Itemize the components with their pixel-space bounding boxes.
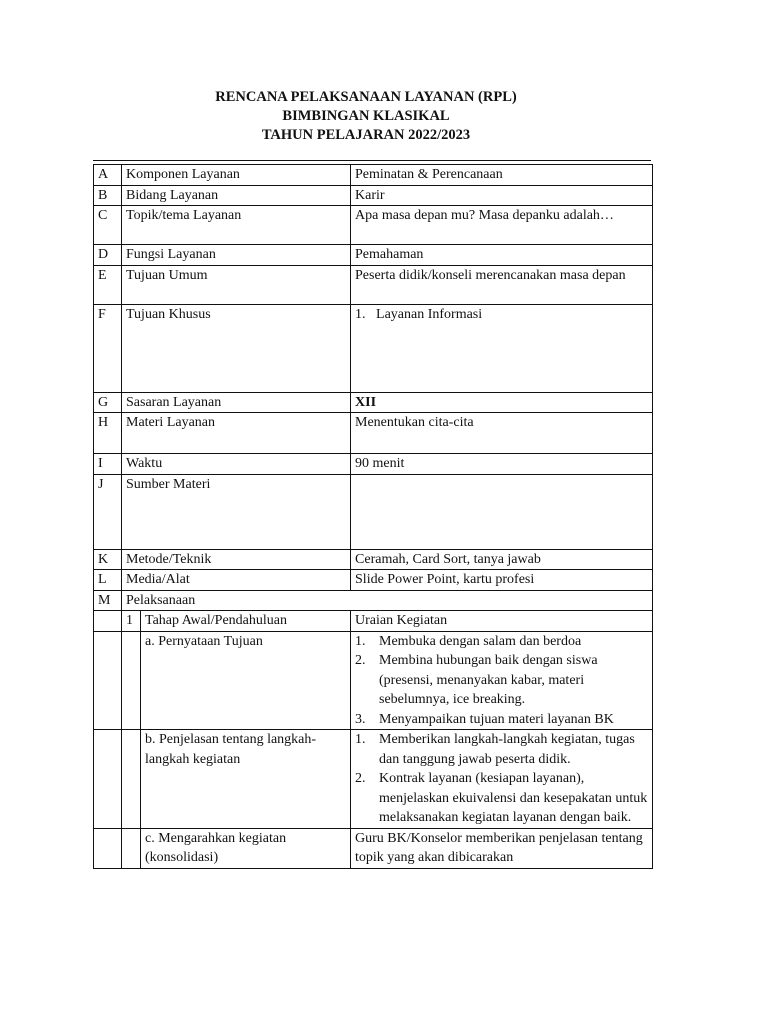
stage-label: Tahap Awal/Pendahuluan	[141, 611, 351, 632]
table-row	[94, 474, 653, 549]
row-value: Karir	[351, 185, 653, 206]
stage-number: 1	[122, 611, 141, 632]
blank-cell	[94, 828, 122, 868]
row-label: Waktu	[122, 454, 351, 475]
row-code: M	[94, 590, 122, 611]
title-line-1: RENCANA PELAKSANAAN LAYANAN (RPL)	[215, 89, 517, 105]
list-item	[355, 730, 648, 769]
blank-cell	[94, 631, 122, 730]
row-label: Tujuan Umum	[122, 265, 351, 304]
row-code: E	[94, 265, 122, 304]
list-text: Membina hubungan baik dengan siswa (presensi, menanyakan kabar, materi sebelumnya, ice breaking.	[379, 653, 598, 707]
step-label: c. Mengarahkan kegiatan (konsolidasi)	[141, 828, 351, 868]
blank-cell	[122, 828, 141, 868]
list-number: 1.	[355, 732, 366, 747]
row-label: Sumber Materi	[122, 474, 351, 549]
table-row	[94, 206, 653, 245]
row-code: H	[94, 413, 122, 454]
row-label: Bidang Layanan	[122, 185, 351, 206]
list-text: Membuka dengan salam dan berdoa	[379, 633, 582, 649]
row-code: L	[94, 570, 122, 591]
step-label: a. Pernyataan Tujuan	[141, 631, 351, 730]
step-row	[94, 730, 653, 829]
table-row	[94, 304, 653, 392]
step-activities	[351, 730, 653, 829]
row-label: Metode/Teknik	[122, 549, 351, 570]
row-label: Sasaran Layanan	[122, 392, 351, 413]
list-number: 1.	[355, 306, 366, 322]
row-label: Media/Alat	[122, 570, 351, 591]
step-label: b. Penjelasan tentang langkah-langkah kegiatan	[141, 730, 351, 829]
heading-divider	[93, 160, 651, 161]
row-code: K	[94, 549, 122, 570]
table-row	[94, 185, 653, 206]
list-text: Kontrak layanan (kesiapan layanan), menjelaskan ekuivalensi dan kesepakatan untuk melaksanakan kegiatan layanan dengan baik.	[379, 771, 648, 825]
list-number: 3.	[355, 711, 366, 727]
blank-cell	[94, 611, 122, 632]
table-row	[94, 570, 653, 591]
row-code: I	[94, 454, 122, 475]
list-text: Memberikan langkah-langkah kegiatan, tugas dan tanggung jawab peserta didik.	[379, 732, 635, 767]
table-row	[94, 549, 653, 570]
title-line-2: BIMBINGAN KLASIKAL	[282, 108, 450, 124]
table-row	[94, 265, 653, 304]
stage-row	[94, 611, 653, 632]
list-number: 1.	[355, 633, 366, 649]
row-value	[351, 304, 653, 392]
row-value: 90 menit	[351, 454, 653, 475]
title-line-3: TAHUN PELAJARAN 2022/2023	[261, 127, 471, 143]
row-value: Pemahaman	[351, 245, 653, 266]
row-value: XII	[351, 392, 653, 413]
blank-cell	[94, 730, 122, 829]
table-row	[94, 454, 653, 475]
stage-value: Uraian Kegiatan	[351, 611, 653, 632]
step-row	[94, 631, 653, 730]
list-item	[355, 710, 648, 730]
list-text: Menyampaikan tujuan materi layanan BK	[379, 711, 614, 727]
row-value: Apa masa depan mu? Masa depanku adalah…	[351, 206, 653, 245]
row-label: Pelaksanaan	[122, 590, 653, 611]
row-label: Fungsi Layanan	[122, 245, 351, 266]
row-code: A	[94, 165, 122, 186]
list-item	[355, 769, 648, 828]
row-code: B	[94, 185, 122, 206]
list-item	[355, 651, 648, 710]
table-row	[94, 392, 653, 413]
row-value: Menentukan cita-cita	[351, 413, 653, 454]
list-number: 2.	[355, 771, 366, 786]
row-code: G	[94, 392, 122, 413]
row-value	[351, 474, 653, 549]
row-label: Materi Layanan	[122, 413, 351, 454]
row-label: Komponen Layanan	[122, 165, 351, 186]
row-code: D	[94, 245, 122, 266]
table-row	[94, 245, 653, 266]
blank-cell	[122, 730, 141, 829]
row-value: Slide Power Point, kartu profesi	[351, 570, 653, 591]
step-activities	[351, 631, 653, 730]
row-value: Ceramah, Card Sort, tanya jawab	[351, 549, 653, 570]
rpl-table	[93, 164, 653, 869]
row-label: Topik/tema Layanan	[122, 206, 351, 245]
row-value: Peserta didik/konseli merencanakan masa depan	[351, 265, 653, 304]
row-value: Peminatan & Perencanaan	[351, 165, 653, 186]
list-number: 2.	[355, 653, 366, 668]
list-item	[355, 632, 648, 652]
row-code: F	[94, 304, 122, 392]
row-code: J	[94, 474, 122, 549]
table-row	[94, 413, 653, 454]
row-label: Tujuan Khusus	[122, 304, 351, 392]
step-row	[94, 828, 653, 868]
table-row	[94, 590, 653, 611]
row-code: C	[94, 206, 122, 245]
table-row	[94, 165, 653, 186]
step-activities: Guru BK/Konselor memberikan penjelasan tentang topik yang akan dibicarakan	[351, 828, 653, 868]
blank-cell	[122, 631, 141, 730]
list-text: Layanan Informasi	[376, 306, 483, 322]
